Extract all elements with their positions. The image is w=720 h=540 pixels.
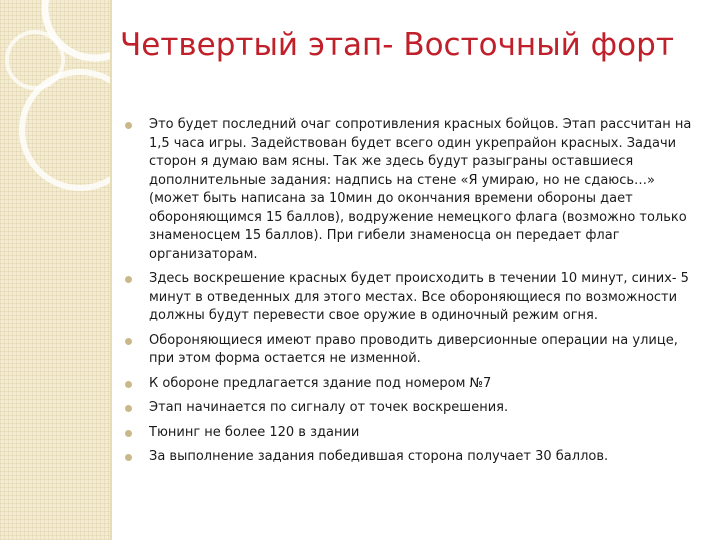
band-divider <box>110 0 112 540</box>
bullet-text: Этап начинается по сигналу от точек воскрешения. <box>149 400 509 415</box>
bullet-item <box>120 116 695 264</box>
bullet-item <box>120 448 695 467</box>
bullet-item <box>120 332 695 369</box>
bullet-text: Обороняющиеся имеют право проводить диверсионные операции на улице, при этом форма остается не изменной. <box>149 332 678 366</box>
bullet-dot-icon <box>125 454 132 461</box>
bullet-dot-icon <box>125 381 132 388</box>
bullet-dot-icon <box>125 122 132 129</box>
bullet-item <box>120 399 695 418</box>
bullet-text: За выполнение задания победившая сторона получает 30 баллов. <box>149 449 609 464</box>
bullet-dot-icon <box>125 430 132 437</box>
bullet-text: Тюнинг не более 120 в здании <box>149 424 360 440</box>
bullet-dot-icon <box>125 405 132 412</box>
bullet-dot-icon <box>125 276 132 283</box>
bullet-item <box>120 424 695 443</box>
slide-title: Четвертый этап- Восточный форт <box>120 27 674 63</box>
decorative-side-band <box>0 0 110 540</box>
bullet-text: К обороне предлагается здание под номером №7 <box>149 375 492 391</box>
bullet-dot-icon <box>125 338 132 345</box>
decorative-circles-graphic <box>0 0 110 540</box>
bullet-list <box>120 116 695 473</box>
bullet-item <box>120 270 695 326</box>
bullet-text: Это будет последний очаг сопротивления красных бойцов. Этап рассчитан на 1,5 часа игры. Задействован будет всего один укрепрайон красных. Задачи сторон я думаю вам ясны. Так же здесь будут разыграны оставшиеся дополнительные задания: надпись на стене «Я умираю, но не сдаюсь…» (может быть написана за 10мин до окончания времени обороны дает обороняющимся 15 баллов), водружение немецкого флага (возможно только знаменосцем 15 баллов). При гибели знаменосца он передает флаг организаторам. <box>149 117 692 262</box>
bullet-item <box>120 375 695 394</box>
bullet-text: Здесь воскрешение красных будет происходить в течении 10 минут, синих- 5 минут в отведенных для этого местах. Все обороняющиеся по возможности должны будут перевести свое оружие в одиночный режим огня. <box>149 271 689 323</box>
